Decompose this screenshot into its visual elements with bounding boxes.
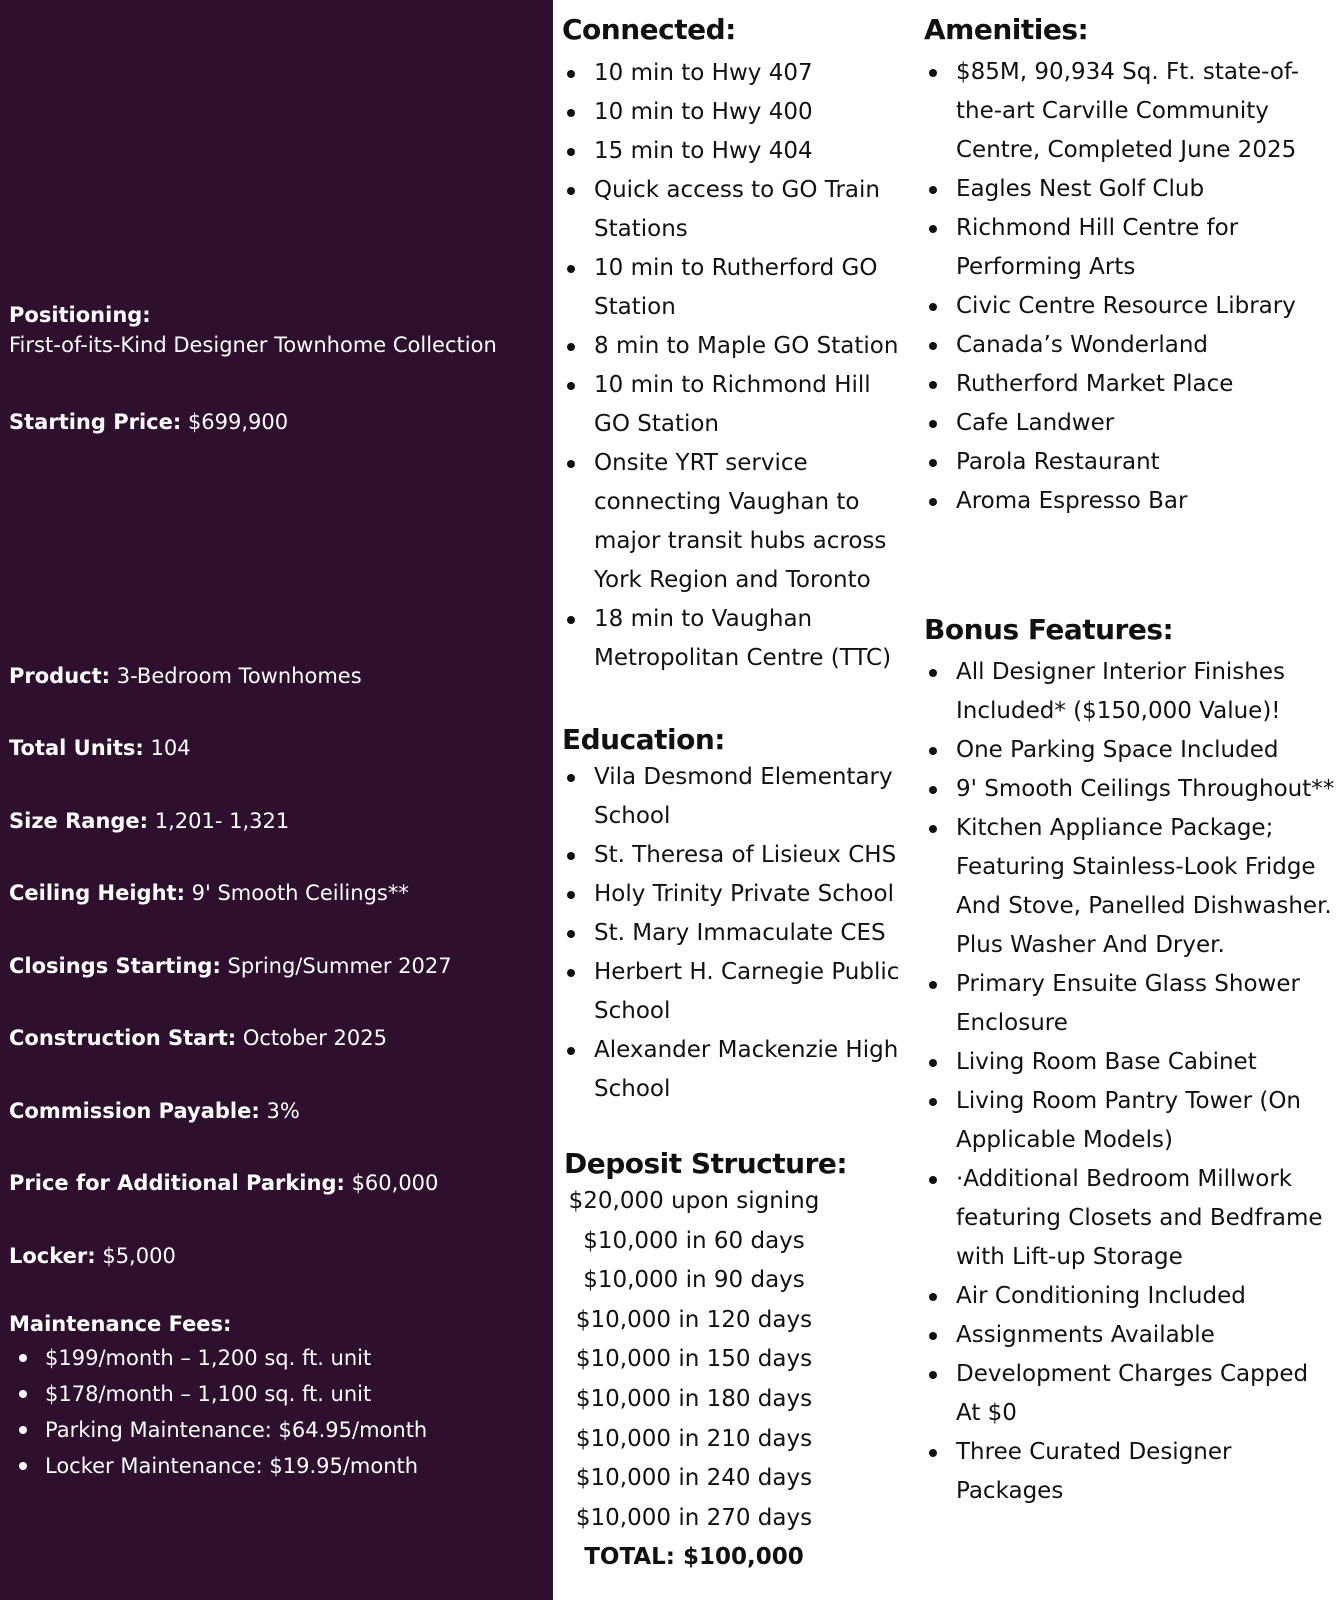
detail-product xyxy=(9,661,362,691)
detail-locker xyxy=(9,1241,176,1271)
list-item: All Designer Interior Finishes Included* ($150,000 Value)! xyxy=(924,653,1339,731)
deposit-row: $10,000 in 210 days xyxy=(575,1425,813,1452)
connected-list xyxy=(562,54,902,678)
deposit-heading: Deposit Structure: xyxy=(564,1147,848,1180)
list-item: 10 min to Hwy 400 xyxy=(562,93,902,132)
deposit-row: $10,000 in 240 days xyxy=(575,1465,813,1492)
deposit-row: $10,000 in 60 days xyxy=(583,1227,805,1254)
detail-value: $5,000 xyxy=(95,1244,176,1268)
list-item: Kitchen Appliance Package; Featuring Stainless-Look Fridge And Stove, Panelled Dishwasher. Plus Washer And Dryer. xyxy=(924,809,1339,965)
list-item: Richmond Hill Centre for Performing Arts xyxy=(924,209,1314,287)
deposit-row: $20,000 upon signing xyxy=(568,1188,820,1214)
maintenance-list xyxy=(9,1340,427,1484)
connected-heading: Connected: xyxy=(562,13,736,46)
bonus-heading: Bonus Features: xyxy=(924,613,1174,646)
list-item: Living Room Base Cabinet xyxy=(924,1043,1339,1082)
list-item: Onsite YRT service connecting Vaughan to major transit hubs across York Region and Toronto xyxy=(562,444,902,600)
list-item: Locker Maintenance: $19.95/month xyxy=(45,1448,427,1484)
project-summary-panel xyxy=(0,0,553,1600)
list-item: One Parking Space Included xyxy=(924,731,1339,770)
amenities-section xyxy=(924,12,1314,521)
detail-value: 3-Bedroom Townhomes xyxy=(110,664,362,688)
detail-starting-price xyxy=(9,407,288,437)
detail-value: October 2025 xyxy=(236,1026,387,1050)
connected-section xyxy=(562,12,902,678)
detail-value: Spring/Summer 2027 xyxy=(220,954,452,978)
positioning-block xyxy=(9,300,497,360)
education-heading: Education: xyxy=(562,723,725,756)
detail-value: 3% xyxy=(259,1099,300,1123)
list-item: Cafe Landwer xyxy=(924,404,1314,443)
list-item: 18 min to Vaughan Metropolitan Centre (TTC) xyxy=(562,600,902,678)
list-item: 15 min to Hwy 404 xyxy=(562,132,902,171)
list-item: $199/month – 1,200 sq. ft. unit xyxy=(45,1340,427,1376)
detail-value: $699,900 xyxy=(181,410,289,434)
list-item: St. Theresa of Lisieux CHS xyxy=(562,836,902,875)
detail-additional-parking xyxy=(9,1168,438,1198)
list-item: Eagles Nest Golf Club xyxy=(924,170,1314,209)
list-item: Three Curated Designer Packages xyxy=(924,1433,1339,1511)
deposit-row: $10,000 in 120 days xyxy=(575,1306,813,1333)
deposit-row: $10,000 in 90 days xyxy=(583,1267,805,1294)
education-section xyxy=(562,722,902,1109)
list-item: Herbert H. Carnegie Public School xyxy=(562,953,902,1031)
positioning-value: First-of-its-Kind Designer Townhome Collection xyxy=(9,333,497,357)
list-item: $85M, 90,934 Sq. Ft. state-of-the-art Carville Community Centre, Completed June 2025 xyxy=(924,53,1314,170)
detail-label: Total Units: xyxy=(9,736,144,760)
detail-label: Price for Additional Parking: xyxy=(9,1171,345,1195)
detail-value: 1,201- 1,321 xyxy=(148,809,290,833)
deposit-row: $10,000 in 150 days xyxy=(575,1346,813,1373)
detail-commission xyxy=(9,1096,300,1126)
detail-construction-start xyxy=(9,1023,387,1053)
list-item: Holy Trinity Private School xyxy=(562,875,902,914)
detail-value: 104 xyxy=(143,736,191,760)
list-item: Vila Desmond Elementary School xyxy=(562,758,902,836)
deposit-section xyxy=(564,1146,848,1578)
amenities-list xyxy=(924,53,1314,521)
detail-label: Commission Payable: xyxy=(9,1099,260,1123)
detail-label: Closings Starting: xyxy=(9,954,221,978)
detail-label: Size Range: xyxy=(9,809,149,833)
detail-ceiling-height xyxy=(9,878,409,908)
positioning-label: Positioning: xyxy=(9,303,151,327)
deposit-row: $10,000 in 180 days xyxy=(575,1385,813,1412)
list-item: 8 min to Maple GO Station xyxy=(562,327,902,366)
list-item: Civic Centre Resource Library xyxy=(924,287,1314,326)
list-item: Quick access to GO Train Stations xyxy=(562,171,902,249)
list-item: Air Conditioning Included xyxy=(924,1277,1339,1316)
maintenance-fees xyxy=(9,1312,427,1484)
list-item: ·Additional Bedroom Millwork featuring Closets and Bedframe with Lift-up Storage xyxy=(924,1160,1339,1277)
detail-label: Ceiling Height: xyxy=(9,881,185,905)
list-item: Primary Ensuite Glass Shower Enclosure xyxy=(924,965,1339,1043)
list-item: St. Mary Immaculate CES xyxy=(562,914,902,953)
detail-closings xyxy=(9,951,452,981)
list-item: Assignments Available xyxy=(924,1316,1339,1355)
detail-label: Construction Start: xyxy=(9,1026,237,1050)
detail-size-range xyxy=(9,806,289,836)
maintenance-label: Maintenance Fees: xyxy=(9,1312,232,1336)
bonus-list xyxy=(924,653,1339,1511)
detail-label: Product: xyxy=(9,664,111,688)
deposit-schedule xyxy=(564,1182,824,1578)
detail-total-units xyxy=(9,733,191,763)
list-item: Parking Maintenance: $64.95/month xyxy=(45,1412,427,1448)
list-item: 10 min to Hwy 407 xyxy=(562,54,902,93)
list-item: $178/month – 1,100 sq. ft. unit xyxy=(45,1376,427,1412)
list-item: Parola Restaurant xyxy=(924,443,1314,482)
list-item: 10 min to Rutherford GO Station xyxy=(562,249,902,327)
list-item: 9' Smooth Ceilings Throughout** xyxy=(924,770,1339,809)
list-item: 10 min to Richmond Hill GO Station xyxy=(562,366,902,444)
detail-value: $60,000 xyxy=(344,1171,439,1195)
education-list xyxy=(562,758,902,1109)
detail-label: Locker: xyxy=(9,1244,96,1268)
detail-value: 9' Smooth Ceilings** xyxy=(184,881,409,905)
list-item: Living Room Pantry Tower (On Applicable Models) xyxy=(924,1082,1339,1160)
deposit-total: TOTAL: $100,000 xyxy=(584,1544,804,1571)
list-item: Development Charges Capped At $0 xyxy=(924,1355,1339,1433)
list-item: Alexander Mackenzie High School xyxy=(562,1031,902,1109)
detail-label: Starting Price: xyxy=(9,410,182,434)
list-item: Aroma Espresso Bar xyxy=(924,482,1314,521)
list-item: Canada’s Wonderland xyxy=(924,326,1314,365)
amenities-heading: Amenities: xyxy=(924,13,1089,46)
bonus-features-section xyxy=(924,612,1339,1511)
list-item: Rutherford Market Place xyxy=(924,365,1314,404)
deposit-row: $10,000 in 270 days xyxy=(575,1504,813,1531)
